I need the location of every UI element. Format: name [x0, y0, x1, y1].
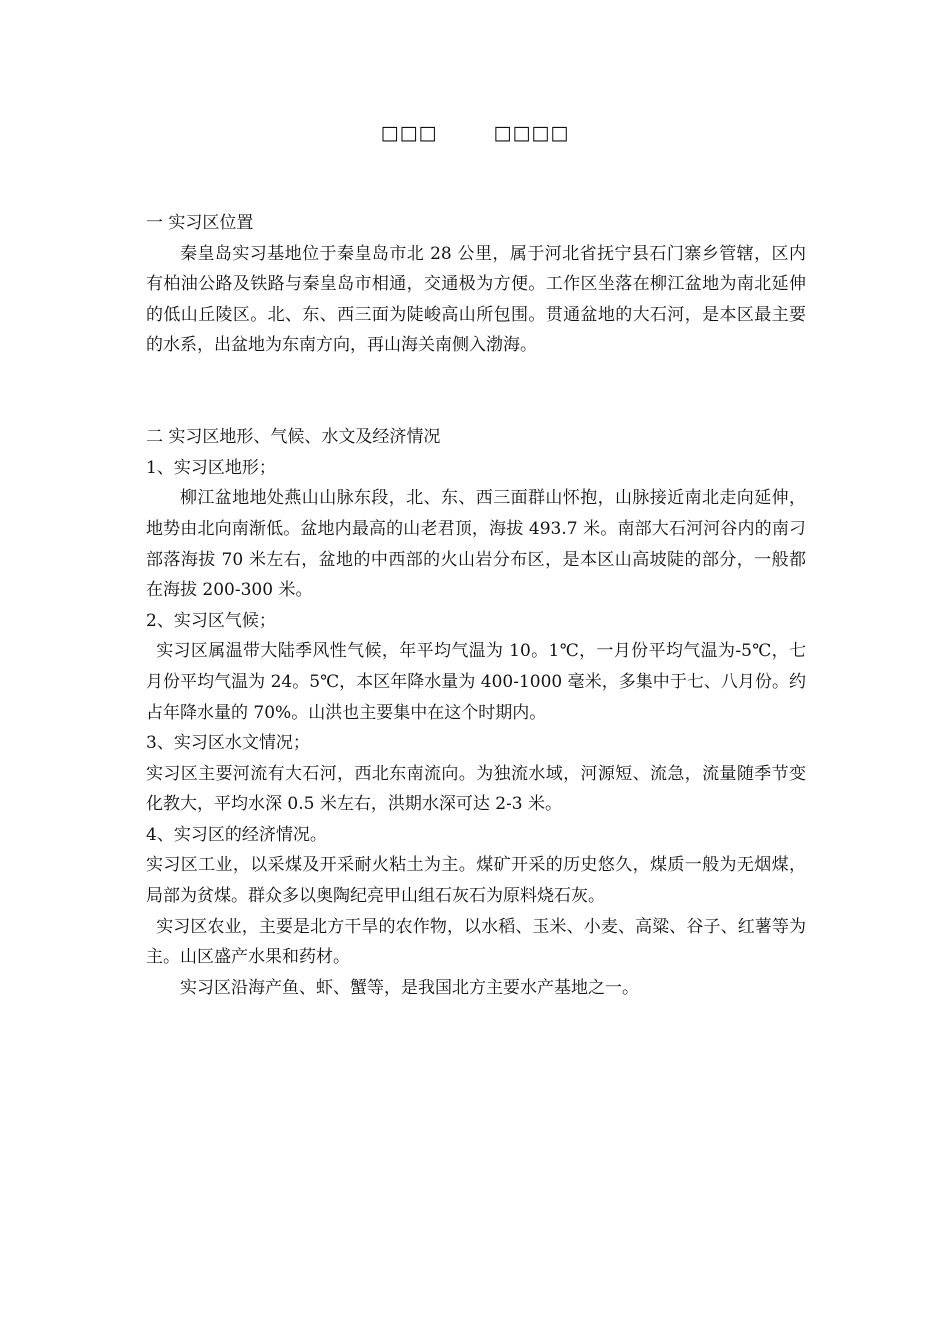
section-spacer	[146, 361, 806, 392]
economy-heading: 4、实习区的经济情况。	[146, 824, 327, 845]
climate-heading: 2、实习区气候；	[146, 610, 276, 631]
climate-paragraph: 实习区属温带大陆季风性气候，年平均气温为 10。1℃，一月份平均气温为-5℃，七月份平均气温为 24。5℃，本区年降水量为 400-1000 毫米，多集中于七、八月份。约占年降水量的 70%。山洪也主要集中在这个时期内。	[146, 641, 806, 723]
section2-heading: 二 实习区地形、气候、水文及经济情况	[146, 427, 441, 448]
title-right-text: □□□□	[493, 122, 570, 144]
section1-heading: 一 实习区位置	[146, 213, 254, 233]
economy-industry-paragraph: 实习区工业，以采煤及开采耐火粘土为主。煤矿开采的历史悠久，煤质一般为无烟煤，局部为贫煤。群众多以奥陶纪亮甲山组石灰石为原料烧石灰。	[146, 855, 806, 907]
terrain-paragraph: 柳江盆地地处燕山山脉东段，北、东、西三面群山怀抱，山脉接近南北走向延伸，地势由北向南渐低。盆地内最高的山老君顶，海拔 493.7 米。南部大石河河谷内的南刁部落海拔 70 米左右，盆地的中西部的火山岩分布区，是本区山高坡陡的部分，一般都在海拔 200-300 米。	[146, 488, 806, 601]
terrain-heading: 1、实习区地形；	[146, 457, 276, 478]
hydrology-paragraph: 实习区主要河流有大石河，西北东南流向。为独流水域，河源短、流急，流量随季节变化教大，平均水深 0.5 米左右，洪期水深可达 2-3 米。	[146, 763, 806, 815]
document-title	[0, 122, 950, 144]
section-spacer	[146, 392, 806, 423]
document-body	[146, 208, 806, 1003]
title-left-text: □□□	[380, 122, 438, 144]
hydrology-heading: 3、实习区水文情况；	[146, 733, 310, 754]
economy-fishery-paragraph: 实习区沿海产鱼、虾、蟹等，是我国北方主要水产基地之一。	[180, 977, 639, 998]
economy-agriculture-paragraph: 实习区农业，主要是北方干旱的农作物，以水稻、玉米、小麦、高粱、谷子、红薯等为主。山区盛产水果和药材。	[146, 916, 806, 968]
section1-paragraph: 秦皇岛实习基地位于秦皇岛市北 28 公里，属于河北省抚宁县石门寨乡管辖，区内有柏油公路及铁路与秦皇岛市相通，交通极为方便。工作区坐落在柳江盆地为南北延伸的低山丘陵区。北、东、西三面为陡峻高山所包围。贯通盆地的大石河，是本区最主要的水系，出盆地为东南方向，再山海关南侧入渤海。	[146, 243, 806, 356]
